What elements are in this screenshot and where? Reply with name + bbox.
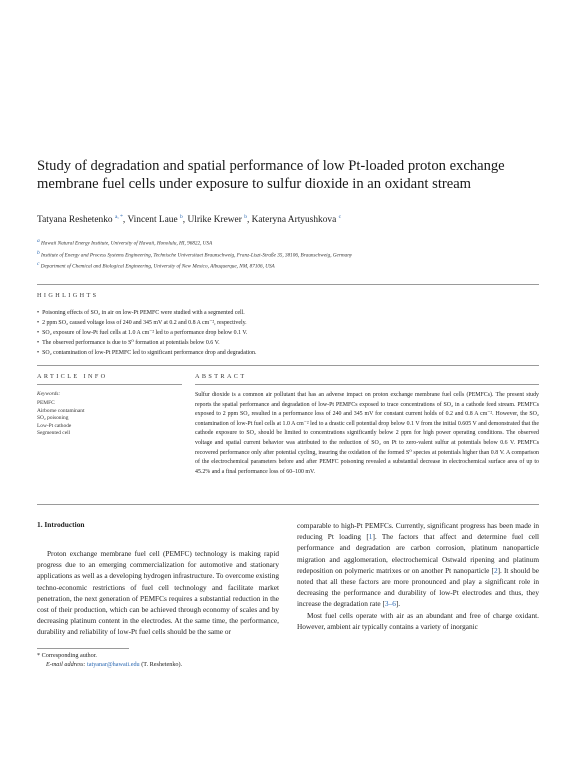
email-label: E-mail address: (46, 661, 86, 668)
author-affiliation-mark[interactable]: c (338, 214, 342, 220)
highlight-item: • 2 ppm SO₂ caused voltage loss of 240 and 345 mV at 0.2 and 0.8 A cm⁻², respectively. (37, 318, 537, 328)
author-name[interactable]: Kateryna Artyushkova (251, 215, 337, 226)
highlight-item: • SO₂ exposure of low-Pt fuel cells at 1.0 A cm⁻² led to a performance drop below 0.1 V. (37, 328, 537, 338)
citation-link[interactable]: 1 (368, 532, 373, 542)
corresponding-author-note: * Corresponding author. (37, 652, 97, 659)
section-divider (195, 384, 539, 385)
affiliation: $^b$ Institute of Energy and Process Systems Engineering, Technische Universitaet Braunschweig, Franz-Liszt-Straße 35, 38106, Braunschweig, Germany (37, 249, 353, 259)
citation-link[interactable]: 2 (493, 565, 498, 575)
author-name[interactable]: Tatyana Reshetenko (37, 215, 113, 226)
author-affiliation-mark[interactable]: a, * (114, 214, 123, 220)
section-divider (37, 284, 539, 285)
author-name[interactable]: Vincent Laue (127, 215, 178, 226)
keyword: SO₂ poisoning (37, 415, 69, 422)
section-divider (37, 504, 539, 505)
abstract-heading: ABSTRACT (195, 373, 247, 380)
highlights-list (37, 308, 537, 358)
keyword: Low-Pt cathode (37, 422, 72, 429)
author-affiliation-mark[interactable]: b (180, 214, 183, 220)
keywords-label: Keywords: (37, 391, 61, 397)
author-list: Tatyana Reshetenko $^{a, *}$, Vincent Laue $^b$, Ulrike Krewer $^b$, Kateryna Artyushkova $^c$ (37, 214, 342, 226)
body-column-left (37, 548, 279, 638)
email-footnote (46, 660, 182, 669)
author-name[interactable]: Ulrike Krewer (187, 215, 242, 226)
email-link[interactable]: tatyanar@hawaii.edu (87, 661, 140, 668)
author-affiliation-mark[interactable]: b (244, 214, 247, 220)
highlight-item: • SO₂ contamination of low-Pt PEMFC led to significant performance drop and degradation. (37, 348, 537, 358)
highlight-item: • The observed performance is due to S⁰ formation at potentials below 0.6 V. (37, 338, 537, 348)
body-column-right (297, 520, 539, 632)
abstract-text: Sulfur dioxide is a common air pollutant that has an adverse impact on proton exchange membrane fuel cells (PEMFCs). The present study reports the spatial performance and degradation of low-Pt PEMFCs exposed to trace concentrations of SO₂ in a cathode feed stream. PEMFCs exposed to 2 ppm SO₂ resulted in a performance loss of 240 and 345 mV for constant current holds of 0.2 and 0.8 A cm⁻². However, the SO₂ contamination of low-Pt fuel cells at 1.0 A cm⁻² led to a drastic cell potential drop below 0.1 V from the initial 0.605 V and demonstrated that the cathode exposure to SO₂ should be limited to concentrations significantly below 2 ppm for high power operating conditions. The observed voltage and spatial current behavior was attributed to the reduction of SO₂ on Pt to zero-valent sulfur at potentials below 0.6 V. PEMFCs recovered performance only after potential cycling, insuring the oxidation of the formed S⁰ species at potentials higher than 0.8 V. A comparison of the electrochemical parameters before and after PEMFC poisoning revealed a substantial decrease in electrochemical surface area of up to 45.2% and a final performance loss of 60–100 mV. (195, 392, 539, 475)
section-divider (37, 384, 182, 385)
body-paragraph: Most fuel cells operate with air as an abundant and free of charge oxidant. However, ambient air typically contains a variety of inorganic (297, 610, 539, 631)
highlights-heading: HIGHLIGHTS (37, 292, 99, 299)
article-info-heading: ARTICLE INFO (37, 373, 108, 380)
section-divider (37, 365, 539, 366)
keyword: Airborne contaminant (37, 407, 85, 414)
affiliation: $^a$ Hawaii Natural Energy Institute, University of Hawaii, Honolulu, HI, 96822, USA (37, 238, 213, 247)
body-paragraph: comparable to high-Pt PEMFCs. Currently, significant progress has been made in reducing Pt loading [1]. The factors that affect and determine fuel cell performance and degradation are carbon corrosion, platinum nanoparticle migration and agglomeration, electrochemical Ostwald ripening and platinum redeposition on polymeric matrixes or on another Pt nanoparticle [2]. It should be noted that all these factors are more pronounced and play a significant role in decreasing the performance and durability of low-Pt electrodes and thus, they increase the degradation rate [3–6]. (297, 521, 539, 609)
citation-link[interactable]: 3–6 (384, 599, 396, 609)
keyword: Segmented cell (37, 430, 71, 437)
email-suffix: (T. Reshetenko). (141, 661, 183, 668)
affiliation: $^c$ Department of Chemical and Biological Engineering, University of New Mexico, Albuquerque, NM, 87106, USA (37, 261, 275, 271)
keywords-list (37, 400, 84, 438)
article-title: Study of degradation and spatial performance of low Pt-loaded proton exchange membrane fuel cells under exposure to sulfur dioxide in an oxidant stream (37, 158, 505, 192)
introduction-heading: 1. Introduction (37, 520, 85, 529)
body-paragraph: Proton exchange membrane fuel cell (PEMFC) technology is making rapid progress due to an emerging commercialization for automotive and stationary applications as well as a developing hydrogen infrastructure. To overcome existing techno-economic restrictions of fuel cell technology and facilitate market penetration, the next generation of PEMFCs requires a substantial reduction in the cost of their production, which can be achieved through economy of scales and by decreasing platinum content in the electrodes. At the same time, the performance, durability and reliability of low-Pt fuel cells should be the same or (37, 549, 279, 637)
affiliation-list (37, 237, 547, 272)
keyword: PEMFC (37, 400, 55, 406)
highlight-item: • Poisoning effects of SO₂ in air on low-Pt PEMFC were studied with a segmented cell. (37, 308, 537, 318)
footnote-divider (37, 648, 129, 649)
